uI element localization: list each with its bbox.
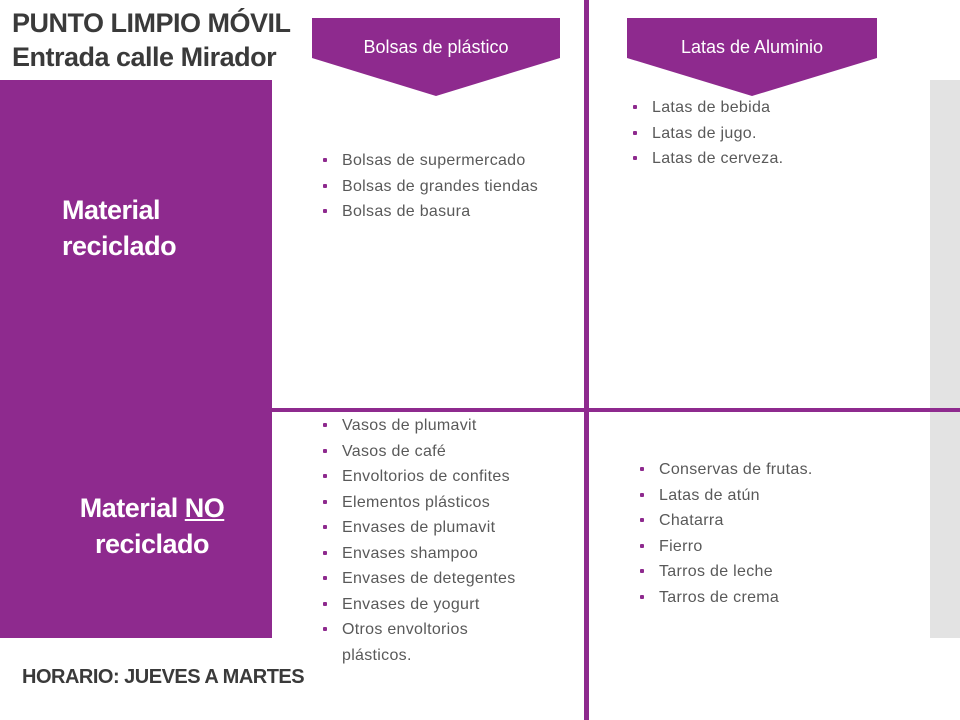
list-item: Vasos de plumavit bbox=[320, 413, 520, 439]
list-item: Conservas de frutas. bbox=[637, 457, 917, 483]
list-item: Bolsas de grandes tiendas bbox=[320, 174, 580, 200]
row-label-not-recycled bbox=[52, 490, 252, 562]
column-header-plastic bbox=[312, 18, 560, 96]
list-item: Latas de cerveza. bbox=[630, 146, 910, 172]
row-label-recycled bbox=[62, 192, 176, 264]
list-item: Envases de yogurt bbox=[320, 592, 520, 618]
list-item: Tarros de leche bbox=[637, 559, 917, 585]
row-label-recycled-line-1: Material bbox=[62, 195, 161, 225]
row-label-not-recycled-line-2: reciclado bbox=[94, 529, 210, 559]
list-item: Bolsas de basura bbox=[320, 199, 580, 225]
list-item: Chatarra bbox=[637, 508, 917, 534]
list-item: Latas de atún bbox=[637, 483, 917, 509]
list-item: Fierro bbox=[637, 534, 917, 560]
list-item: Latas de jugo. bbox=[630, 121, 910, 147]
page-title bbox=[12, 6, 291, 74]
list-aluminium-recycled bbox=[630, 95, 910, 172]
list-item: Bolsas de supermercado bbox=[320, 148, 580, 174]
column-header-aluminium bbox=[627, 18, 877, 96]
title-line-1: PUNTO LIMPIO MÓVIL bbox=[12, 8, 291, 38]
column-header-aluminium-label: Latas de Aluminio bbox=[680, 37, 824, 57]
row-labels-panel bbox=[0, 80, 272, 638]
list-plastic-not-recycled bbox=[320, 413, 520, 668]
list-item: Tarros de crema bbox=[637, 585, 917, 611]
list-item: Elementos plásticos bbox=[320, 490, 520, 516]
list-item: Latas de bebida bbox=[630, 95, 910, 121]
schedule-label: HORARIO: JUEVES A MARTES bbox=[22, 666, 305, 688]
list-item: Envoltorios de confites bbox=[320, 464, 520, 490]
list-item: Vasos de café bbox=[320, 439, 520, 465]
list-aluminium-not-recycled bbox=[637, 457, 917, 610]
horizontal-divider bbox=[270, 408, 960, 412]
title-line-2: Entrada calle Mirador bbox=[12, 42, 277, 72]
vertical-divider bbox=[584, 0, 589, 720]
row-label-not-recycled-emphasis: NO bbox=[184, 493, 225, 523]
decorative-side-bar bbox=[930, 80, 960, 638]
column-header-plastic-label: Bolsas de plástico bbox=[363, 37, 509, 57]
row-label-not-recycled-prefix: Material bbox=[79, 493, 185, 523]
row-label-not-recycled-line-1 bbox=[52, 490, 252, 526]
list-item: Envases shampoo bbox=[320, 541, 520, 567]
list-item: Envases de detegentes bbox=[320, 566, 520, 592]
list-item: Otros envoltorios plásticos. bbox=[320, 617, 520, 668]
list-item: Envases de plumavit bbox=[320, 515, 520, 541]
row-label-recycled-line-2: reciclado bbox=[62, 231, 177, 261]
list-plastic-recycled bbox=[320, 148, 580, 225]
